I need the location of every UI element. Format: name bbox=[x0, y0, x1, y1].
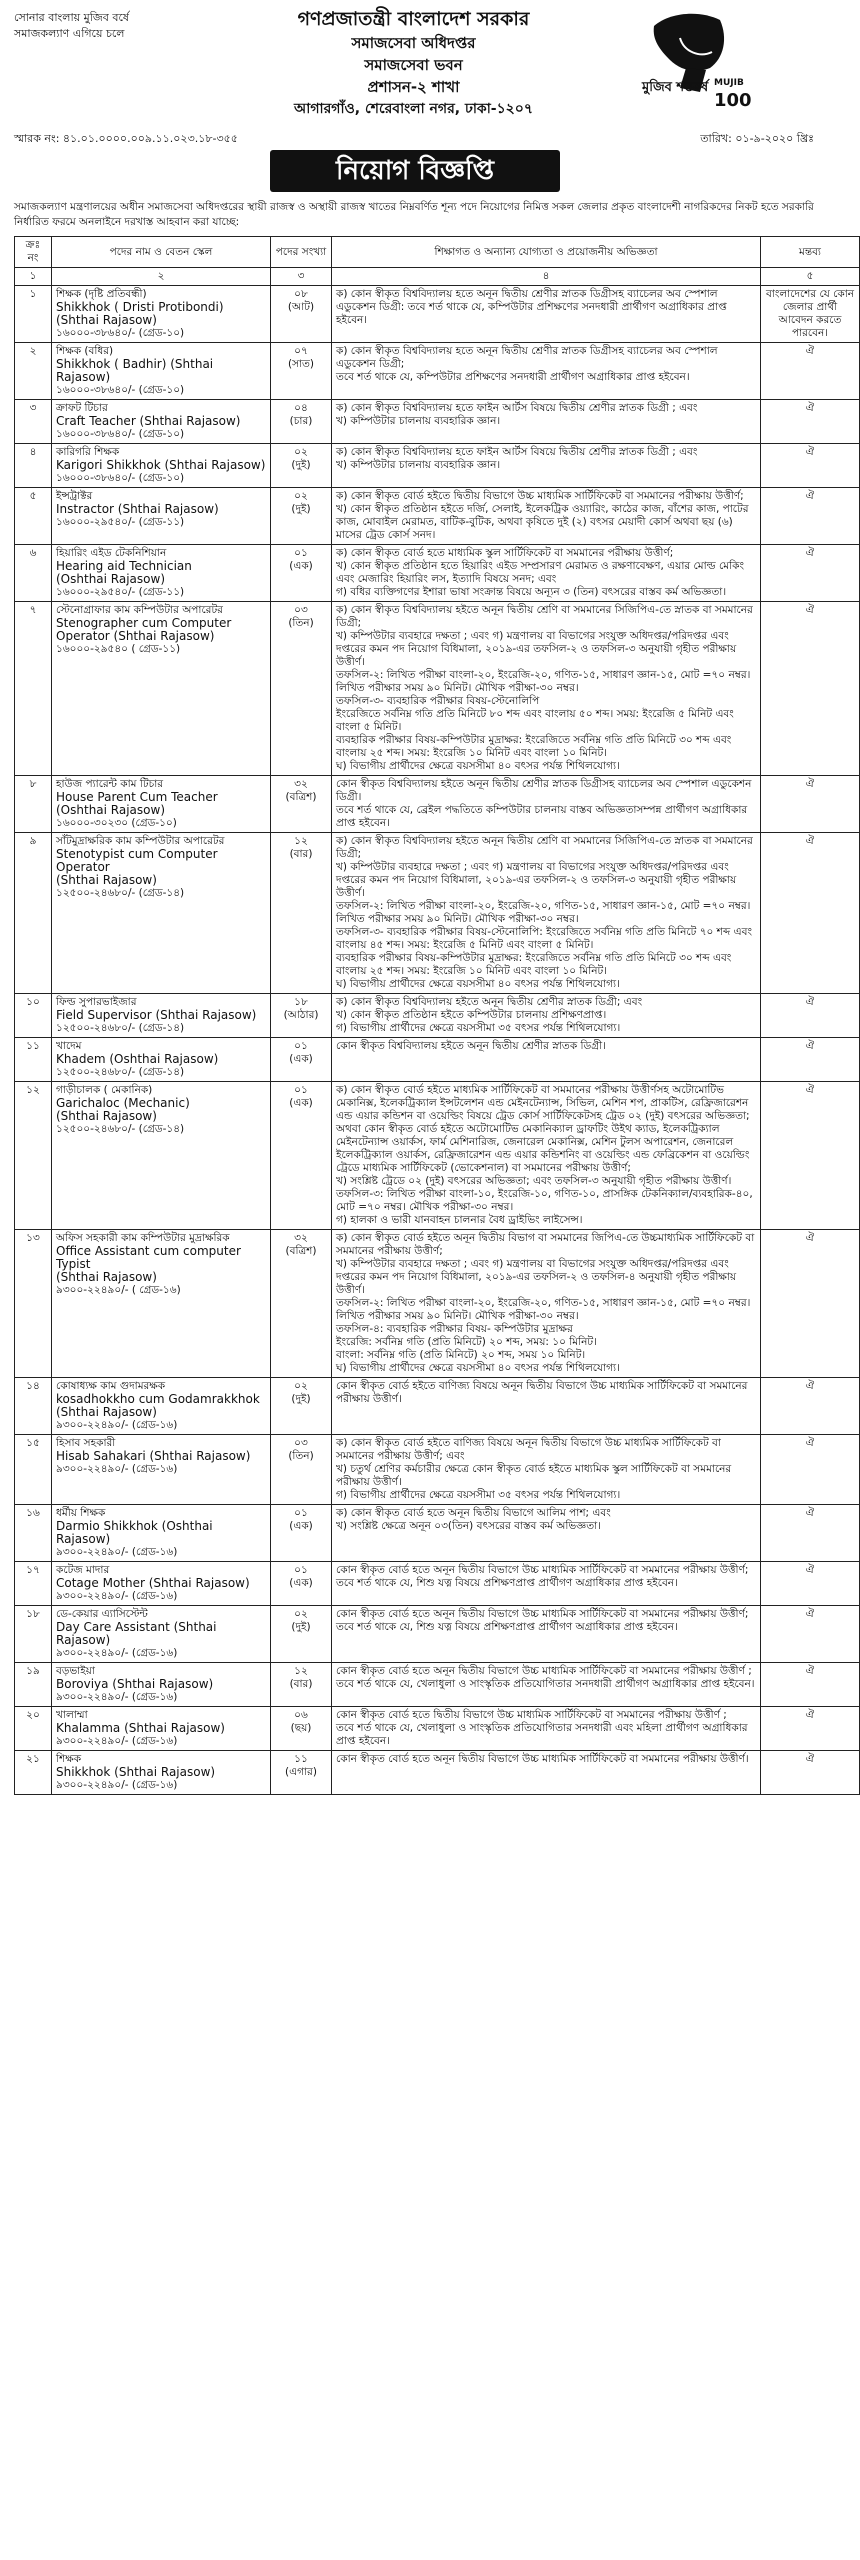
row-qualification: ক) কোন স্বীকৃত বোর্ড হতে মাধ্যমিক স্কুল সার্টিফিকেট বা সমমানের পরীক্ষায় উত্তীর্ণ; খ) কোন স্বীকৃত প্রতিষ্ঠান হতে হিয়ারিং এইড সম্প্রসারণ মেরামত ও রক্ষণাবেক্ষণ, এয়ার মোল্ড মেকিং এবং মেজারিং হিয়ারিং লস, ইত্যাদি বিষয়ে সনদ; এবং গ) বধির ব্যক্তিগণের ইশারা ভাষা সংক্রান্ত বিষয়ে অন্যূন ৩ (তিন) বৎসরের বাস্তব কর্ম অভিজ্ঞতা। bbox=[332, 545, 761, 602]
colnum: ৫ bbox=[761, 268, 860, 286]
post-name-bn: কারিগরি শিক্ষক bbox=[56, 446, 120, 458]
pay-scale: ৯৩০০-২২৪৯০/- (গ্রেড-১৬) bbox=[56, 1546, 178, 1558]
row-remark: ঐ bbox=[761, 1230, 860, 1378]
table-row bbox=[15, 776, 860, 833]
table-row bbox=[15, 286, 860, 343]
post-name-bn: বড়ভাইয়া bbox=[56, 1665, 95, 1677]
row-serial: ১৮ bbox=[15, 1606, 52, 1663]
building-name: সমাজসেবা ভবন bbox=[364, 56, 463, 74]
row-post bbox=[52, 1378, 271, 1435]
row-qualification: ক) কোন স্বীকৃত বোর্ড হইতে মাধ্যমিক সার্টিফিকেট বা সমমানের পরীক্ষায় উত্তীর্ণসহ অটোমোটিভ মেকানিক্স, ইলেকট্রিক্যাল ইন্সটলেশন এন্ড মেইনটেন্যান্স, সিভিল, মেশিন শপ, প্রাকটিস, রেফ্রিজারেশন এন্ড এয়ার কন্ডিশন বা ওয়েল্ডিং বিষয়ে ট্রেড কোর্স সার্টিফিকেটসহ ট্রেড ০২ (দুই) বৎসরের অভিজ্ঞতা; অথবা কোন স্বীকৃত বোর্ড হইতে অটোমোটিভ মেকানিক্যাল ড্রাফটিং উইথ ক্যাড, ইলেকট্রিক্যাল মেইনটেন্যান্স ওয়ার্কস, ফার্ম মেশিনারিজ, জেনারেল মেকানিক্স, মেশিন টুলস অপারেশন, জেনারেল ইলেকট্রিক্যাল ওয়ার্কস, রেফ্রিজারেশন এন্ড এয়ার কন্ডিশনিং বা ওয়েল্ডিং এন্ড ফেব্রিকেশন বা ওয়েল্ডিং ট্রেডে মাধ্যমিক সার্টিফিকেট (ভোকেশনাল) বা সমমানের পরীক্ষায় উত্তীর্ণ; খ) সংশ্লিষ্ট ট্রেডে ০২ (দুই) বৎসরের অভিজ্ঞতা; এবং তফসিল-৩ অনুযায়ী গৃহীত পরীক্ষায় উত্তীর্ণ। তফসিল-৩: লিখিত পরীক্ষা বাংলা-১০, ইংরেজি-১০, গণিত-১০, প্রাসঙ্গিক টেকনিক্যাল/ব্যবহারিক-৪০, মোট =৭০ নম্বর। মৌখিক পরীক্ষা-৩০ নম্বর। গ) হালকা ও ভারী যানবাহন চালনার বৈধ ড্রাইভিং লাইসেন্স। bbox=[332, 1082, 761, 1230]
pay-scale: ১৬০০০-৩৮৬৪০/- (গ্রেড-১০) bbox=[56, 327, 185, 339]
row-serial: ২০ bbox=[15, 1707, 52, 1751]
slogan-line-1: সোনার বাংলায় মুজিব বর্ষে bbox=[14, 11, 129, 24]
pay-scale: ৯৩০০-২২৪৯০/- ( গ্রেড-১৬) bbox=[56, 1284, 181, 1296]
post-name-bn: হিসাব সহকারী bbox=[56, 1437, 116, 1449]
row-remark: বাংলাদেশের যে কোন জেলার প্রার্থী আবেদন করতে পারবেন। bbox=[761, 286, 860, 343]
logo-text-number: 100 bbox=[714, 90, 752, 111]
row-serial: ১৫ bbox=[15, 1435, 52, 1505]
row-post bbox=[52, 1082, 271, 1230]
post-name-en: Instractor (Shthai Rajasow) bbox=[56, 502, 219, 516]
row-post bbox=[52, 994, 271, 1038]
row-post-count: ০১ (এক) bbox=[271, 1562, 332, 1606]
pay-scale: ১৬০০০-৩৮৬৪০/- (গ্রেড-১০) bbox=[56, 472, 185, 484]
row-remark: ঐ bbox=[761, 1082, 860, 1230]
post-name-en: Shikkhok ( Dristi Protibondi) (Shthai Rajasow) bbox=[56, 300, 224, 327]
row-remark: ঐ bbox=[761, 1562, 860, 1606]
row-post bbox=[52, 1751, 271, 1795]
row-post bbox=[52, 545, 271, 602]
row-serial: ১৯ bbox=[15, 1663, 52, 1707]
row-serial: ১৬ bbox=[15, 1505, 52, 1562]
pay-scale: ৯৩০০-২২৪৯০/- (গ্রেড-১৬) bbox=[56, 1691, 178, 1703]
row-serial: ৬ bbox=[15, 545, 52, 602]
table-row bbox=[15, 400, 860, 444]
header-qualification: শিক্ষাগত ও অন্যান্য যোগ্যতা ও প্রয়োজনীয় অভিজ্ঞতা bbox=[332, 237, 761, 268]
row-remark: ঐ bbox=[761, 602, 860, 776]
post-name-en: Darmio Shikkhok (Oshthai Rajasow) bbox=[56, 1519, 213, 1546]
table-row bbox=[15, 1038, 860, 1082]
pay-scale: ১৬০০০-২৯৫৪০ ( গ্রেড-১১) bbox=[56, 643, 181, 655]
row-serial: ১৭ bbox=[15, 1562, 52, 1606]
table-row bbox=[15, 1707, 860, 1751]
row-remark: ঐ bbox=[761, 994, 860, 1038]
slogan-line-2: সমাজকল্যাণ এগিয়ে চলে bbox=[14, 27, 125, 40]
row-remark: ঐ bbox=[761, 1435, 860, 1505]
row-remark: ঐ bbox=[761, 1378, 860, 1435]
row-qualification: ক) কোন স্বীকৃত বোর্ড হইতে অনূন দ্বিতীয় বিভাগ বা সমমানের জিপিএ-তে উচ্চমাধ্যমিক সার্টিফিকেট বা সমমানের পরীক্ষায় উত্তীর্ণ; খ) কম্পিউটার ব্যবহারে দক্ষতা ; এবং গ) মন্ত্রণালয় বা বিভাগের সংযুক্ত অধিদপ্তর/পরিদপ্তর এবং দপ্তরের কমন পদ নিয়োগ বিধিমালা, ২০১৯-এর তফসিল-২ ও তফসিল-৪ অনুযায়ী গৃহীত পরীক্ষায় উত্তীর্ণ। তফসিল-২: লিখিত পরীক্ষা বাংলা-২০, ইংরেজি-২০, গণিত-১৫, সাধারণ জ্ঞান-১৫, মোট =৭০ নম্বর। লিখিত পরীক্ষার সময় ৯০ মিনিট। মৌখিক পরীক্ষা-৩০ নম্বর। তফসিল-৪: ব্যবহারিক পরীক্ষার বিষয়- কম্পিউটার মুদ্রাক্ষর ইংরেজি: সর্বনিম্ন গতি (প্রতি মিনিটে) ২০ শব্দ, সময়: ১০ মিনিট। বাংলা: সর্বনিম্ন গতি (প্রতি মিনিটে) ২০ শব্দ, সময় ১০ মিনিট। ঘ) বিভাগীয় প্রার্থীদের ক্ষেত্রে বয়সসীমা ৪০ বৎসর পর্যন্ত শিথিলযোগ্য। bbox=[332, 1230, 761, 1378]
row-remark: ঐ bbox=[761, 1751, 860, 1795]
table-row bbox=[15, 545, 860, 602]
row-post-count: ০২ (দুই) bbox=[271, 488, 332, 545]
intro-paragraph: সমাজকল্যাণ মন্ত্রণালয়ের অধীন সমাজসেবা অধিদপ্তরের স্থায়ী রাজস্ব ও অস্থায়ী রাজস্ব খাতের নিম্নবর্ণিত শূন্য পদে নিয়োগের নিমিত্ত সকল জেলার প্রকৃত বাংলাদেশী নাগরিকদের নিকট হতে সরকারি নির্ধারিত ফরমে অনলাইনে দরখাস্ত আহবান করা যাচ্ছে: bbox=[14, 201, 814, 228]
row-qualification: ক) কোন স্বীকৃত বিশ্ববিদ্যালয় হইতে অনূন দ্বিতীয় শ্রেণি বা সমমানের সিজিপিএ-তে স্নাতক বা সমমানের ডিগ্রী; খ) কম্পিউটার ব্যবহারে দক্ষতা ; এবং গ) মন্ত্রণালয় বা বিভাগের সংযুক্ত অধিদপ্তর/পরিদপ্তর এবং দপ্তরের কমন পদ নিয়োগ বিধিমালা, ২০১৯-এর তফসিল-২ ও তফসিল-৩ অনুযায়ী গৃহীত পরীক্ষায় উত্তীর্ণ। তফসিল-২: লিখিত পরীক্ষা বাংলা-২০, ইংরেজি-২০, গণিত-১৫, সাধারণ জ্ঞান-১৫, মোট =৭০ নম্বর। লিখিত পরীক্ষার সময় ৯০ মিনিট। মৌখিক পরীক্ষা-৩০ নম্বর। তফসিল-৩- ব্যবহারিক পরীক্ষার বিষয়-স্টেনোলিপি: ইংরেজিতে সর্বনিম্ন গতি প্রতি মিনিটে ৭০ শব্দ এবং বাংলায় ৪৫ শব্দ। সময়: ইংরেজি ৫ মিনিট এবং বাংলা ৫ মিনিট। ব্যবহারিক পরীক্ষার বিষয়-কম্পিউটার মুদ্রাক্ষর: ইংরেজিতে সর্বনিম্ন গতি প্রতি মিনিটে ৩০ শব্দ এবং বাংলায় ২৫ শব্দ। সময়: ইংরেজি ১০ মিনিট এবং বাংলা ১০ মিনিট। ঘ) বিভাগীয় প্রার্থীদের ক্ষেত্রে বয়সসীমা ৪০ বৎসর পর্যন্ত শিথিলযোগ্য। bbox=[332, 833, 761, 994]
pay-scale: ৯৩০০-২২৪৯০/- (গ্রেড-১৬) bbox=[56, 1647, 178, 1659]
table-row bbox=[15, 1751, 860, 1795]
header-serial: ক্রঃ নং bbox=[15, 237, 52, 268]
post-name-bn: কটেজ মাদার bbox=[56, 1564, 110, 1576]
pay-scale: ১৬০০০-৩৮৬৪০/- (গ্রেড-১০) bbox=[56, 428, 185, 440]
row-remark: ঐ bbox=[761, 400, 860, 444]
row-post-count: ০৩ (তিন) bbox=[271, 1435, 332, 1505]
row-serial: ৭ bbox=[15, 602, 52, 776]
post-name-en: Garichaloc (Mechanic) (Shthai Rajasow) bbox=[56, 1096, 190, 1123]
header-count: পদের সংখ্যা bbox=[271, 237, 332, 268]
row-post-count: ০৭ (সাত) bbox=[271, 343, 332, 400]
row-post-count: ০৪ (চার) bbox=[271, 400, 332, 444]
row-post bbox=[52, 1663, 271, 1707]
logo-text-bn: মুজিব শতবর্ষ bbox=[642, 80, 709, 95]
logo-text-latin: MUJIB bbox=[714, 78, 744, 88]
post-name-bn: শিক্ষক (বধির) bbox=[56, 345, 114, 357]
row-qualification: কোন স্বীকৃত বোর্ড হতে অনূন দ্বিতীয় বিভাগে উচ্চ মাধ্যমিক সার্টিফিকেট বা সমমানের পরীক্ষায় উত্তীর্ণ; তবে শর্ত থাকে যে, শিশু যত্ন বিষয়ে প্রশিক্ষণপ্রাপ্ত প্রার্থীগণ অগ্রাধিকার প্রাপ্ত হইবেন। bbox=[332, 1606, 761, 1663]
department-name: সমাজসেবা অধিদপ্তর bbox=[351, 34, 476, 52]
row-post-count: ১৮ (আঠার) bbox=[271, 994, 332, 1038]
row-serial: ১২ bbox=[15, 1082, 52, 1230]
row-qualification: ক) কোন স্বীকৃত বিশ্ববিদ্যালয় হতে অনূন দ্বিতীয় শ্রেণীর স্নাতক ডিগ্রীসহ ব্যাচেলর অব স্পেশাল এডুকেশন ডিগ্রী: তবে শর্ত থাকে যে, কম্পিউটার প্রশিক্ষণের সনদধারী প্রার্থীগণ অগ্রাধিকার প্রাপ্ত হইবেন। bbox=[332, 286, 761, 343]
row-qualification: কোন স্বীকৃত বিশ্ববিদ্যালয় হইতে অনূন দ্বিতীয় শ্রেণীর স্নাতক ডিগ্রীসহ ব্যাচেলর অব স্পেশাল এডুকেশন ডিগ্রী। তবে শর্ত থাকে যে, ব্রেইল পদ্ধতিতে কম্পিউটার চালনায় বাস্তব অভিজ্ঞতাসম্পন্ন প্রার্থীগণ অগ্রাধিকার প্রাপ্ত হইবেন। bbox=[332, 776, 761, 833]
table-row bbox=[15, 1082, 860, 1230]
row-post bbox=[52, 1562, 271, 1606]
post-name-bn: ইন্সট্রাক্টর bbox=[56, 490, 93, 502]
vacancy-table bbox=[14, 236, 860, 1795]
table-row bbox=[15, 1435, 860, 1505]
notice-date: তারিখ: ০১-৯-২০২০ খ্রিঃ bbox=[700, 132, 814, 145]
notice-title: নিয়োগ বিজ্ঞপ্তি bbox=[270, 150, 560, 192]
row-remark: ঐ bbox=[761, 1663, 860, 1707]
post-name-en: Office Assistant cum computer Typist (Shthai Rajasow) bbox=[56, 1244, 241, 1284]
row-post bbox=[52, 1505, 271, 1562]
post-name-bn: অফিস সহকারী কাম কম্পিউটার মুদ্রাক্ষরিক bbox=[56, 1232, 230, 1244]
post-name-en: Karigori Shikkhok (Shthai Rajasow) bbox=[56, 458, 266, 472]
post-name-en: kosadhokkho cum Godamrakkhok (Shthai Rajasow) bbox=[56, 1392, 260, 1419]
post-name-bn: শিক্ষক (দৃষ্টি প্রতিবন্ধী) bbox=[56, 288, 147, 300]
row-post-count: ১২ (বার) bbox=[271, 833, 332, 994]
row-serial: ১৪ bbox=[15, 1378, 52, 1435]
header-post: পদের নাম ও বেতন স্কেল bbox=[52, 237, 271, 268]
row-post bbox=[52, 444, 271, 488]
row-qualification: কোন স্বীকৃত বোর্ড হতে অনূন দ্বিতীয় বিভাগে উচ্চ মাধ্যমিক সার্টিফিকেট বা সমমানের পরীক্ষায় উত্তীর্ণ। bbox=[332, 1751, 761, 1795]
row-post bbox=[52, 488, 271, 545]
row-post bbox=[52, 1606, 271, 1663]
row-post-count: ০১ (এক) bbox=[271, 1082, 332, 1230]
row-post-count: ০১ (এক) bbox=[271, 1505, 332, 1562]
row-serial: ২ bbox=[15, 343, 52, 400]
header-remark: মন্তব্য bbox=[761, 237, 860, 268]
row-qualification: ক) কোন স্বীকৃত বিশ্ববিদ্যালয় হতে ফাইন আর্টস বিষয়ে দ্বিতীয় শ্রেণীর স্নাতক ডিগ্রী ; এবং খ) কম্পিউটার চালনায় ব্যবহারিক জ্ঞান। bbox=[332, 444, 761, 488]
post-name-en: House Parent Cum Teacher (Oshthai Rajasow) bbox=[56, 790, 218, 817]
post-name-en: Cotage Mother (Shthai Rajasow) bbox=[56, 1576, 250, 1590]
row-post bbox=[52, 286, 271, 343]
pay-scale: ৯৩০০-২২৪৯০/- (গ্রেড-১৬) bbox=[56, 1419, 178, 1431]
row-qualification: ক) কোন স্বীকৃত বিশ্ববিদ্যালয় হতে ফাইন আর্টস বিষয়ে দ্বিতীয় শ্রেণীর স্নাতক ডিগ্রী ; এবং খ) কম্পিউটার চালনায় ব্যবহারিক জ্ঞান। bbox=[332, 400, 761, 444]
table-row bbox=[15, 1663, 860, 1707]
row-serial: ১০ bbox=[15, 994, 52, 1038]
post-name-en: Hearing aid Technician (Oshthai Rajasow) bbox=[56, 559, 192, 586]
row-post bbox=[52, 833, 271, 994]
row-post-count: ০৮ (আট) bbox=[271, 286, 332, 343]
row-qualification: কোন স্বীকৃত বোর্ড হতে অনূন দ্বিতীয় বিভাগে উচ্চ মাধ্যমিক সার্টিফিকেট বা সমমানের পরীক্ষায় উত্তীর্ণ; তবে শর্ত থাকে যে, শিশু যত্ন বিষয়ে প্রশিক্ষণপ্রাপ্ত প্রার্থীগণ অগ্রাধিকার প্রাপ্ত হইবেন। bbox=[332, 1562, 761, 1606]
table-row bbox=[15, 1606, 860, 1663]
row-remark: ঐ bbox=[761, 343, 860, 400]
row-qualification: কোন স্বীকৃত বোর্ড হতে অনূন দ্বিতীয় বিভাগে উচ্চ মাধ্যমিক সার্টিফিকেট বা সমমানের পরীক্ষায় উত্তীর্ণ ; তবে শর্ত থাকে যে, খেলাধুলা ও সাংস্কৃতিক প্রতিযোগিতার সনদধারী প্রার্থীগণ অগ্রাধিকার প্রাপ্ত হইবেন। bbox=[332, 1663, 761, 1707]
branch-name: প্রশাসন-২ শাখা bbox=[367, 78, 460, 96]
post-name-bn: ডে-কেয়ার এ্যাসিস্টেন্ট bbox=[56, 1608, 148, 1620]
pay-scale: ১২৫০০-২৪৬৮০/- (গ্রেড-১৪) bbox=[56, 1123, 185, 1135]
post-name-en: Boroviya (Shthai Rajasow) bbox=[56, 1677, 214, 1691]
row-remark: ঐ bbox=[761, 1707, 860, 1751]
pay-scale: ১২৫০০-২৪৬৮০/- (গ্রেড-১৪) bbox=[56, 1066, 185, 1078]
row-remark: ঐ bbox=[761, 1505, 860, 1562]
row-qualification: ক) কোন স্বীকৃত বোর্ড হতে অনূন দ্বিতীয় বিভাগে আলিম পাশ; এবং খ) সংশ্লিষ্ট ক্ষেত্রে অনূন ০৩(তিন) বৎসরের বাস্তব কর্ম অভিজ্ঞতা। bbox=[332, 1505, 761, 1562]
post-name-bn: ফিল্ড সুপারভাইজার bbox=[56, 996, 137, 1008]
mujib-centenary-logo bbox=[640, 8, 752, 120]
pay-scale: ১৬০০০-৩০২৩০ (গ্রেড-১০) bbox=[56, 817, 177, 829]
pay-scale: ১৬০০০-২৯৫৪০/- (গ্রেড-১১) bbox=[56, 516, 185, 528]
row-post-count: ০৬ (ছয়) bbox=[271, 1707, 332, 1751]
row-qualification: ক) কোন স্বীকৃত বিশ্ববিদ্যালয় হইতে অনূন দ্বিতীয় শ্রেণি বা সমমানের সিজিপিএ-তে স্নাতক বা সমমানের ডিগ্রী; খ) কম্পিউটার ব্যবহারে দক্ষতা ; এবং গ) মন্ত্রণালয় বা বিভাগের সংযুক্ত অধিদপ্তর/পরিদপ্তর এবং দপ্তরের কমন পদ নিয়োগ বিধিমালা, ২০১৯-এর তফসিল-২ ও তফসিল-৩ অনুযায়ী গৃহীত পরীক্ষায় উত্তীর্ণ। তফসিল-২: লিখিত পরীক্ষা বাংলা-২০, ইংরেজি-২০, গণিত-১৫, সাধারণ জ্ঞান-১৫, মোট =৭০ নম্বর। লিখিত পরীক্ষার সময় ৯০ মিনিট। মৌখিক পরীক্ষা-৩০ নম্বর। তফসিল-৩- ব্যবহারিক পরীক্ষার বিষয়-স্টেনোলিপি ইংরেজিতে সর্বনিম্ন গতি প্রতি মিনিটে ৮০ শব্দ এবং বাংলায় ৫০ শব্দ। সময়: ইংরেজি ৫ মিনিট এবং বাংলা ৫ মিনিট। ব্যবহারিক পরীক্ষার বিষয়-কম্পিউটার মুদ্রাক্ষর: ইংরেজিতে সর্বনিম্ন গতি প্রতি মিনিটে ৩০ শব্দ এবং বাংলায় ২৫ শব্দ। সময়: ইংরেজি ১০ মিনিট এবং বাংলা ১০ মিনিট। ঘ) বিভাগীয় প্রার্থীদের ক্ষেত্রে বয়সসীমা ৪০ বৎসর পর্যন্ত শিথিলযোগ্য। bbox=[332, 602, 761, 776]
table-row bbox=[15, 994, 860, 1038]
table-row bbox=[15, 343, 860, 400]
row-serial: ১১ bbox=[15, 1038, 52, 1082]
row-post-count: ১২ (বার) bbox=[271, 1663, 332, 1707]
row-post bbox=[52, 776, 271, 833]
row-post-count: ০২ (দুই) bbox=[271, 1606, 332, 1663]
colnum: ১ bbox=[15, 268, 52, 286]
row-post-count: ০১ (এক) bbox=[271, 1038, 332, 1082]
row-post bbox=[52, 1435, 271, 1505]
row-remark: ঐ bbox=[761, 1606, 860, 1663]
table-column-number-row bbox=[15, 268, 860, 286]
post-name-en: Day Care Assistant (Shthai Rajasow) bbox=[56, 1620, 217, 1647]
row-remark: ঐ bbox=[761, 488, 860, 545]
pay-scale: ৯৩০০-২২৪৯০/- (গ্রেড-১৬) bbox=[56, 1590, 178, 1602]
row-qualification: ক) কোন স্বীকৃত বোর্ড হইতে দ্বিতীয় বিভাগে উচ্চ মাধ্যমিক সার্টিফিকেট বা সমমানের পরীক্ষায় উত্তীর্ণ; খ) কোন স্বীকৃত প্রতিষ্ঠান হইতে দর্জি, সেলাই, ইলেকট্রিক ওয়্যারিং, কাঠের কাজ, বাঁশের কাজ, পাটের কাজ, মোবাইল মেরামত, বাটিক-বুটিক, অথবা কৃষিতে দুই (২) বৎসর মেয়াদী কোর্স অথবা ছয় (৬) মাসের ট্রেড কোর্স সনদ। bbox=[332, 488, 761, 545]
table-row bbox=[15, 444, 860, 488]
post-name-bn: ক্রাফট টিচার bbox=[56, 402, 108, 414]
reference-row bbox=[14, 130, 814, 149]
row-post bbox=[52, 602, 271, 776]
row-qualification: কোন স্বীকৃত বোর্ড হতে দ্বিতীয় বিভাগে উচ্চ মাধ্যমিক সার্টিফিকেট বা সমমানের পরীক্ষায় উত্তীর্ণ ; তবে শর্ত থাকে যে, খেলাধুলা ও সাংস্কৃতিক প্রতিযোগিতার সনদধারী এবং মহিলা প্রার্থীগণ অগ্রাধিকার প্রাপ্ত হইবেন। bbox=[332, 1707, 761, 1751]
row-post bbox=[52, 343, 271, 400]
table-row bbox=[15, 1562, 860, 1606]
pay-scale: ১২৫০০-২৪৬৮০/- (গ্রেড-১৪) bbox=[56, 887, 185, 899]
colnum: ৩ bbox=[271, 268, 332, 286]
post-name-bn: কোষাধ্যক্ষ কাম গুদামরক্ষক bbox=[56, 1380, 166, 1392]
post-name-en: Hisab Sahakari (Shthai Rajasow) bbox=[56, 1449, 251, 1463]
row-serial: ৪ bbox=[15, 444, 52, 488]
post-name-bn: হাউজ প্যারেন্ট কাম টিচার bbox=[56, 778, 164, 790]
row-serial: ৫ bbox=[15, 488, 52, 545]
row-post-count: ৩২ (বত্রিশ) bbox=[271, 1230, 332, 1378]
colnum: ৪ bbox=[332, 268, 761, 286]
table-row bbox=[15, 833, 860, 994]
row-remark: ঐ bbox=[761, 444, 860, 488]
row-serial: ৮ bbox=[15, 776, 52, 833]
row-qualification: ক) কোন স্বীকৃত বিশ্ববিদ্যালয় হইতে অনূন দ্বিতীয় শ্রেণীর স্নাতক ডিগ্রী; এবং খ) কোন স্বীকৃত প্রতিষ্ঠান হইতে কম্পিউটার চালনায় প্রশিক্ষণপ্রাপ্ত। গ) বিভাগীয় প্রার্থীদের ক্ষেত্রে বয়সসীমা ৩৫ বৎসর পর্যন্ত শিথিলযোগ্য। bbox=[332, 994, 761, 1038]
row-qualification: ক) কোন স্বীকৃত বোর্ড হইতে বাণিজ্য বিষয়ে অনূন দ্বিতীয় বিভাগে উচ্চ মাধ্যমিক সার্টিফিকেট বা সমমানের পরীক্ষায় উত্তীর্ণ; এবং খ) চতুর্থ শ্রেণির কর্মচারীর ক্ষেত্রে কোন স্বীকৃত বোর্ড হইতে মাধ্যমিক স্কুল সার্টিফিকেট বা সমমানের পরীক্ষায় উত্তীর্ণ। গ) বিভাগীয় প্রার্থীদের ক্ষেত্রে বয়সসীমা ৩৫ বৎসর পর্যন্ত শিথিলযোগ্য। bbox=[332, 1435, 761, 1505]
table-header-row bbox=[15, 237, 860, 268]
row-serial: ১৩ bbox=[15, 1230, 52, 1378]
post-name-bn: গাড়ীচালক ( মেকানিক) bbox=[56, 1084, 153, 1096]
row-qualification: কোন স্বীকৃত বিশ্ববিদ্যালয় হইতে অনূন দ্বিতীয় শ্রেণীর স্নাতক ডিগ্রী। bbox=[332, 1038, 761, 1082]
row-post-count: ৩২ (বত্রিশ) bbox=[271, 776, 332, 833]
row-post bbox=[52, 400, 271, 444]
row-qualification: ক) কোন স্বীকৃত বিশ্ববিদ্যালয় হতে অনূন দ্বিতীয় শ্রেণীর স্নাতক ডিগ্রীসহ ব্যাচেলর অব স্পেশাল এডুকেশন ডিগ্রী; তবে শর্ত থাকে যে, কম্পিউটার প্রশিক্ষণের সনদধারী প্রার্থীগণ অগ্রাধিকার প্রাপ্ত হইবেন। bbox=[332, 343, 761, 400]
row-serial: ৯ bbox=[15, 833, 52, 994]
post-name-bn: হিয়ারিং এইড টেকনিশিয়ান bbox=[56, 547, 167, 559]
post-name-bn: ধর্মীয় শিক্ষক bbox=[56, 1507, 106, 1519]
table-row bbox=[15, 1230, 860, 1378]
office-address: আগারগাঁও, শেরেবাংলা নগর, ঢাকা-১২০৭ bbox=[294, 101, 533, 117]
row-remark: ঐ bbox=[761, 1038, 860, 1082]
row-serial: ১ bbox=[15, 286, 52, 343]
row-post-count: ০১ (এক) bbox=[271, 545, 332, 602]
row-post bbox=[52, 1038, 271, 1082]
pay-scale: ৯৩০০-২২৪৯০/- (গ্রেড-১৬) bbox=[56, 1779, 178, 1791]
pay-scale: ১৬০০০-৩৮৬৪০/- (গ্রেড-১০) bbox=[56, 384, 185, 396]
post-name-en: Field Supervisor (Shthai Rajasow) bbox=[56, 1008, 257, 1022]
government-name: গণপ্রজাতন্ত্রী বাংলাদেশ সরকার bbox=[297, 8, 530, 30]
post-name-bn: স্টেনোগ্রাফার কাম কম্পিউটার অপারেটর bbox=[56, 604, 223, 616]
row-serial: ৩ bbox=[15, 400, 52, 444]
row-post-count: ১১ (এগার) bbox=[271, 1751, 332, 1795]
row-remark: ঐ bbox=[761, 833, 860, 994]
row-remark: ঐ bbox=[761, 545, 860, 602]
post-name-en: Shikkhok ( Badhir) (Shthai Rajasow) bbox=[56, 357, 214, 384]
post-name-en: Shikkhok (Shthai Rajasow) bbox=[56, 1765, 216, 1779]
pay-scale: ১৬০০০-২৯৫৪০/- (গ্রেড-১১) bbox=[56, 586, 185, 598]
row-serial: ২১ bbox=[15, 1751, 52, 1795]
pay-scale: ৯৩০০-২২৪৯০/- (গ্রেড-১৬) bbox=[56, 1735, 178, 1747]
post-name-en: Craft Teacher (Shthai Rajasow) bbox=[56, 414, 241, 428]
pay-scale: ১২৫০০-২৪৬৮০/- (গ্রেড-১৪) bbox=[56, 1022, 185, 1034]
row-post-count: ০৩ (তিন) bbox=[271, 602, 332, 776]
post-name-bn: খাদেম bbox=[56, 1040, 82, 1052]
row-post bbox=[52, 1707, 271, 1751]
post-name-en: Stenotypist cum Computer Operator (Shthai Rajasow) bbox=[56, 847, 218, 887]
row-remark: ঐ bbox=[761, 776, 860, 833]
pay-scale: ৯৩০০-২২৪৯০/- (গ্রেড-১৬) bbox=[56, 1463, 178, 1475]
post-name-en: Khalamma (Shthai Rajasow) bbox=[56, 1721, 225, 1735]
memo-number: স্মারক নং: ৪১.০১.০০০০.০০৯.১১.০২৩.১৮-৩৫৫ bbox=[14, 132, 238, 145]
table-row bbox=[15, 1378, 860, 1435]
row-qualification: কোন স্বীকৃত বোর্ড হইতে বাণিজ্য বিষয়ে অনূন দ্বিতীয় বিভাগে উচ্চ মাধ্যমিক সার্টিফিকেট বা সমমানের পরীক্ষায় উত্তীর্ণ। bbox=[332, 1378, 761, 1435]
row-post bbox=[52, 1230, 271, 1378]
table-row bbox=[15, 602, 860, 776]
table-row bbox=[15, 488, 860, 545]
row-post-count: ০২ (দুই) bbox=[271, 444, 332, 488]
colnum: ২ bbox=[52, 268, 271, 286]
post-name-bn: শিক্ষক bbox=[56, 1753, 82, 1765]
post-name-en: Stenographer cum Computer Operator (Shthai Rajasow) bbox=[56, 616, 232, 643]
post-name-bn: খালাম্মা bbox=[56, 1709, 88, 1721]
post-name-en: Khadem (Oshthai Rajasow) bbox=[56, 1052, 219, 1066]
row-post-count: ০২ (দুই) bbox=[271, 1378, 332, 1435]
post-name-bn: সাঁটমুদ্রাক্ষরিক কাম কম্পিউটার অপারেটর bbox=[56, 835, 225, 847]
table-row bbox=[15, 1505, 860, 1562]
